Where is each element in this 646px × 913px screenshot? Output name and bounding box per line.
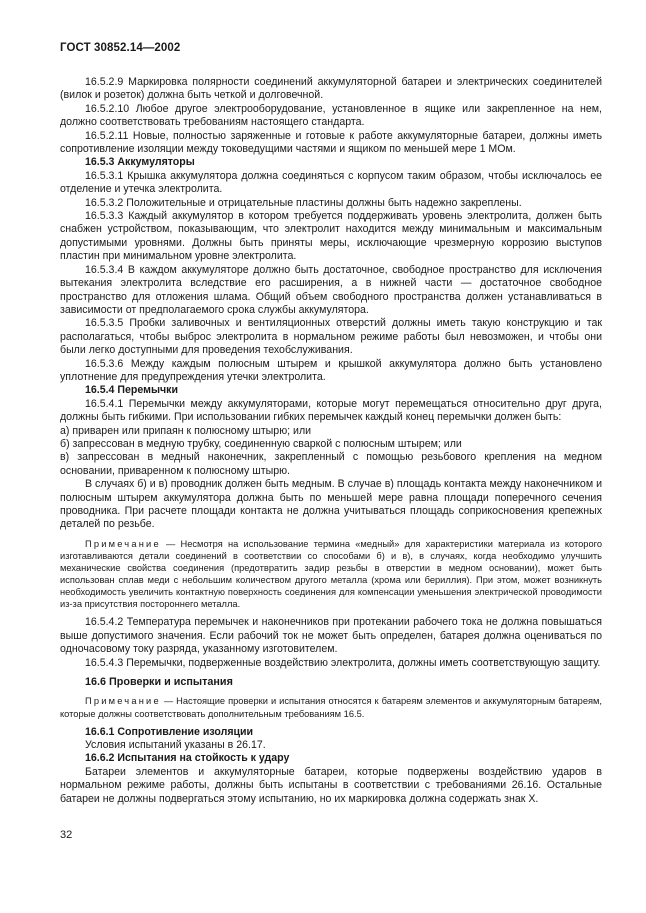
heading-16-6-1: 16.6.1 Сопротивление изоляции [85,725,254,738]
note-label: Примечание [85,696,161,707]
paragraph-impact-test: Батареи элементов и аккумуляторные батареи, которые подвержены воздействию ударов в нормальном режиме работы, должны быть испытаны в соответствии с требованиями 26.16. Остальные батареи не должны подвергаться этому испытанию, но их маркировка должна содержать знак X. [60,765,602,805]
page-number: 32 [60,829,73,841]
paragraph-16-5-3-4: 16.5.3.4 В каждом аккумуляторе должно быть достаточное, свободное пространство для исключения вытекания электролита вследствие его расширения, а в нижней части — достаточное свободное пространство для отложения шлама. Общий объем свободного пространства должен устанавливаться в зависимости от предполагаемого срока службы аккумулятора. [60,263,602,316]
paragraph-test-conditions: Условия испытаний указаны в 26.17. [85,739,266,751]
paragraph-16-5-3-1: 16.5.3.1 Крышка аккумулятора должна соединяться с корпусом таким образом, чтобы исключалось ее отделение и утечка электролита. [60,169,602,196]
list-item-b: б) запрессован в медную трубку, соединенную сваркой с полюсным штырем; или [60,437,462,450]
document-body [60,76,602,806]
paragraph-16-5-3-3: 16.5.3.3 Каждый аккумулятор в котором требуется поддерживать уровень электролита, должен быть снабжен устройством, показывающим, что электролит находится между минимальным и максимальным допустимыми уровнями. Должны быть приняты меры, исключающие чрезмерную коррозию выступов пластин при минимальном уровне электролита. [60,210,602,263]
note-label: Примечание [85,538,161,549]
paragraph-16-5-4-2: 16.5.4.2 Температура перемычек и наконечников при протекании рабочего тока не должна повышаться выше допустимого значения. Если рабочий ток не может быть определен, батарея должна оцениваться по одночасовому току разряда, указанному изготовителем. [60,616,602,656]
paragraph-16-5-3-5: 16.5.3.5 Пробки заливочных и вентиляционных отверстий должны иметь такую конструкцию и так располагаться, чтобы выброс электролита в нормальном режиме работы был невозможен, и чтобы они были легко доступными для проведения техобслуживания. [60,317,602,357]
note-checks [60,695,602,719]
heading-16-6-2: 16.6.2 Испытания на стойкость к удару [85,752,290,765]
paragraph-16-5-4-3: 16.5.4.3 Перемычки, подверженные воздействию электролита, должны иметь соответствующую защиту. [85,656,601,669]
list-item-c: в) запрессован в медный наконечник, закрепленный с помощью резьбового крепления на медном основании, приваренном к полюсному штырю. [60,451,602,477]
note-copper [60,538,602,611]
paragraph-16-5-2-9: 16.5.2.9 Маркировка полярности соединений аккумуляторной батареи и электрических соединителей (вилок и розеток) должна быть четкой и долговечной. [60,76,602,102]
paragraph-16-5-3-2: 16.5.3.2 Положительные и отрицательные пластины должны быть надежно закреплены. [85,196,522,209]
paragraph-16-5-4-1: 16.5.4.1 Перемычки между аккумуляторами, которые могут перемещаться относительно друг друга, должны быть гибкими. При использовании гибких перемычек каждый конец перемычки должен быть: [60,397,602,424]
standard-header: ГОСТ 30852.14—2002 [60,42,181,54]
note-text: — Настоящие проверки и испытания относятся к батареям элементов и аккумуляторным батареям, которые должны соответствовать дополнительным требованиям 16.5. [60,696,602,719]
paragraph-cases-b-c: В случаях б) и в) проводник должен быть медным. В случае в) площадь контакта между наконечником и полюсным штырем аккумулятора должна быть по меньшей мере равна площади поперечного сечения проводника. При расчете площади контакта не должна учитываться площадь соприкосновения крепежных деталей по резьбе. [60,478,602,531]
paragraph-16-5-3-6: 16.5.3.6 Между каждым полюсным штырем и крышкой аккумулятора должно быть установлено уплотнение для предупреждения утечки электролита. [60,357,602,383]
paragraph-16-5-2-11: 16.5.2.11 Новые, полностью заряженные и готовые к работе аккумуляторные батареи, должны иметь сопротивление изоляции между токоведущими частями и ящиком по меньшей мере 1 МОм. [60,129,602,156]
list-item-a: а) приварен или припаян к полюсному штырю; или [60,424,312,437]
heading-16-5-4: 16.5.4 Перемычки [85,384,178,397]
heading-16-5-3: 16.5.3 Аккумуляторы [85,156,195,169]
paragraph-16-5-2-10: 16.5.2.10 Любое другое электрооборудование, установленное в ящике или закрепленное на нем, должно соответствовать требованиям настоящего стандарта. [60,102,602,129]
note-text: — Несмотря на использование термина «медный» для характеристики материала из которого изготавливаются детали соединений в соответствии со способами б) и в), в случаях, когда необходимо улучшить механические свойства соединения (предотвратить задир резьбы в отверстии в медном основании), может быть использован сплав меди с небольшим количеством другого металла (хрома или бериллия). При этом, может возникнуть необходимость увеличить контактную поверхность соединения для компенсации уменьшения электрической проводимости из-за присутствия постороннего металла. [60,538,602,610]
heading-16-6: 16.6 Проверки и испытания [85,676,233,688]
